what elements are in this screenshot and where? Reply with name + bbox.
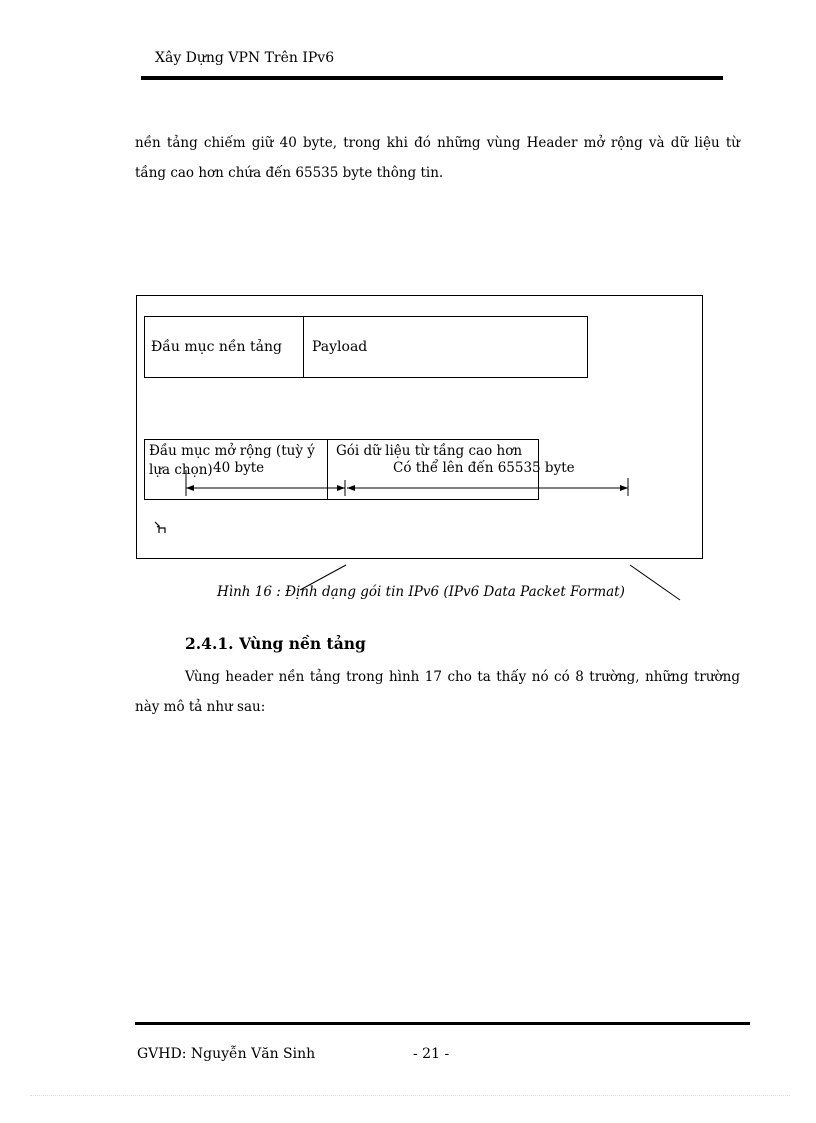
callout-line-right: [630, 565, 680, 600]
arrow-65535-head-left: [347, 485, 355, 491]
size-40-label: 40 byte: [213, 460, 265, 476]
page-header-title: Xây Dựng VPN Trên IPv6: [155, 50, 335, 66]
extension-header-cell: Đầu mục mở rộng (tuỳ ý lựa chọn): [144, 439, 328, 500]
page-bottom-dotted-line: [30, 1095, 790, 1096]
section-paragraph: Vùng header nền tảng trong hình 17 cho ta thấy nó có 8 trường, những trường này mô tả như sau:: [135, 669, 740, 715]
base-header-cell: Đầu mục nền tảng: [144, 316, 304, 378]
upper-layer-data-cell: Gói dữ liệu từ tầng cao hơn: [327, 439, 539, 500]
arrow-40-head-left: [186, 485, 194, 491]
figure-caption: Hình 16 : Định dạng gói tin IPv6 (IPv6 Data Packet Format): [217, 584, 625, 600]
arrow-65535-head-right: [620, 485, 628, 491]
payload-cell: Payload: [303, 316, 588, 378]
section-heading: 2.4.1. Vùng nền tảng: [185, 634, 366, 653]
arrow-40-head-right: [337, 485, 345, 491]
cursor-icon: [155, 522, 165, 533]
size-65535-label: Có thể lên đến 65535 byte: [393, 460, 575, 476]
intro-paragraph: nền tảng chiếm giữ 40 byte, trong khi đó những vùng Header mở rộng và dữ liệu từ tầng cao hơn chứa đến 65535 byte thông tin.: [135, 135, 740, 181]
page-number: - 21 -: [413, 1046, 450, 1062]
footer-advisor: GVHD: Nguyễn Văn Sinh: [137, 1046, 316, 1062]
footer-divider: [135, 1022, 750, 1025]
